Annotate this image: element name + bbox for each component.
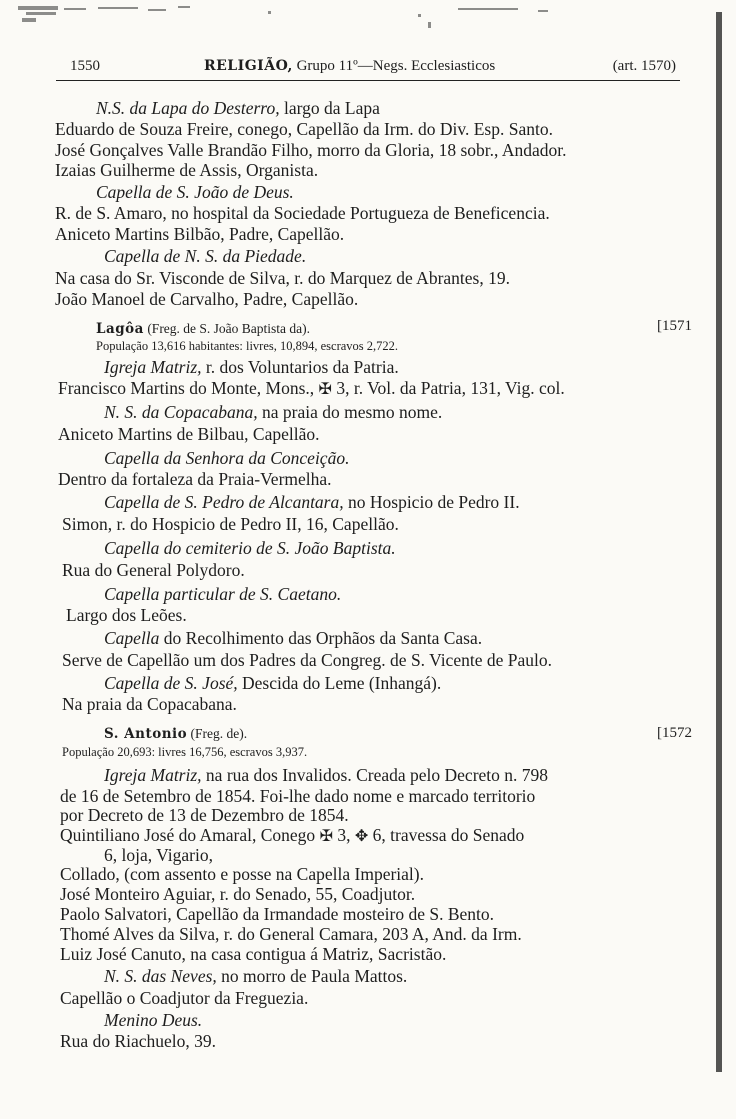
article-number: [1572 [657,725,692,741]
text-line: José Gonçalves Valle Brandão Filho, morro da Gloria, 18 sobr., Andador. [55,140,567,160]
text-line: Capella do Recolhimento das Orphãos da Santa Casa. [104,628,483,648]
article-ref: (art. 1570) [612,58,676,74]
text-line: Capella de S. José, Descida do Leme (Inhangá). [104,673,442,693]
text-line: N. S. das Neves, no morro de Paula Mattos. [104,966,408,986]
section-heading: S. Antonio (Freg. de). [104,726,248,742]
text-line: Rua do General Polydoro. [62,560,245,580]
text-line: 6, loja, Vigario, [104,845,213,865]
print-noise [18,6,578,30]
header-rule [56,80,680,81]
text-line: João Manoel de Carvalho, Padre, Capellão. [55,289,359,309]
text-line: Aniceto Martins de Bilbau, Capellão. [58,424,320,444]
text-line: Simon, r. do Hospicio de Pedro II, 16, Capellão. [62,514,399,534]
text-line: Capella de S. João de Deus. [96,182,294,202]
text-line: Capella de S. Pedro de Alcantara, no Hospicio de Pedro II. [104,492,520,512]
text-line: N. S. da Copacabana, na praia do mesmo nome. [104,402,443,422]
text-line: População 20,693: livres 16,756, escravos 3,937. [62,745,308,759]
page-header [70,58,678,78]
text-line: Menino Deus. [104,1010,203,1030]
text-line: Largo dos Leões. [66,605,187,625]
text-line: População 13,616 habitantes: livres, 10,894, escravos 2,722. [96,339,399,353]
text-line: Capellão o Coadjutor da Freguezia. [60,988,309,1008]
article-number: [1571 [657,318,692,334]
text-line: por Decreto de 13 de Dezembro de 1854. [60,805,349,825]
text-line: Eduardo de Souza Freire, conego, Capellão da Irm. do Div. Esp. Santo. [55,119,553,139]
text-line: José Monteiro Aguiar, r. do Senado, 55, Coadjutor. [60,884,416,904]
text-line: Capella de N. S. da Piedade. [104,246,307,266]
cross-symbol: ✠ [319,828,333,845]
text-line: Capella particular de S. Caetano. [104,584,342,604]
text-line: Francisco Martins do Monte, Mons., ✠ 3, r. Vol. da Patria, 131, Vig. col. [58,378,565,398]
cross-symbol: ✠ [318,381,332,398]
text-line: Rua do Riachuelo, 39. [60,1031,217,1051]
rose-symbol: ✥ [354,828,369,845]
page-edge-shadow [716,12,722,1072]
text-line: Collado, (com assento e posse na Capella Imperial). [60,864,424,884]
text-line: Dentro da fortaleza da Praia-Vermelha. [58,469,332,489]
text-line: Capella do cemiterio de S. João Baptista. [104,538,396,558]
text-line: Na casa do Sr. Visconde de Silva, r. do Marquez de Abrantes, 19. [55,268,510,288]
page-number: 1550 [70,58,100,74]
running-title [204,58,495,75]
text-line: Thomé Alves da Silva, r. do General Camara, 203 A, And. da Irm. [60,924,522,944]
text-line: Capella da Senhora da Conceição. [104,448,350,468]
text-line: Paolo Salvatori, Capellão da Irmandade mosteiro de S. Bento. [60,904,494,924]
text-line: Quintiliano José do Amaral, Conego ✠ 3, ✥ 6, travessa do Senado [60,825,525,845]
text-line: Aniceto Martins Bilbão, Padre, Capellão. [55,224,345,244]
section-title: RELIGIÃO, [204,58,293,74]
text-line: de 16 de Setembro de 1854. Foi-lhe dado nome e marcado territorio [60,786,536,806]
text-line: Luiz José Canuto, na casa contigua á Matriz, Sacristão. [60,944,447,964]
text-line: Igreja Matriz, r. dos Voluntarios da Patria. [104,357,399,377]
text-line: Izaias Guilherme de Assis, Organista. [55,160,319,180]
text-line: Serve de Capellão um dos Padres da Congreg. de S. Vicente de Paulo. [62,650,552,670]
section-heading: Lagôa (Freg. de S. João Baptista da). [96,321,311,337]
text-line: Igreja Matriz, na rua dos Invalidos. Creada pelo Decreto n. 798 [104,765,549,785]
section-subtitle: Grupo 11º—Negs. Ecclesiasticos [296,58,496,74]
text-line: N.S. da Lapa do Desterro, largo da Lapa [96,98,380,118]
text-line: Na praia da Copacabana. [62,694,237,714]
text-line: R. de S. Amaro, no hospital da Sociedade Portugueza de Beneficencia. [55,203,550,223]
